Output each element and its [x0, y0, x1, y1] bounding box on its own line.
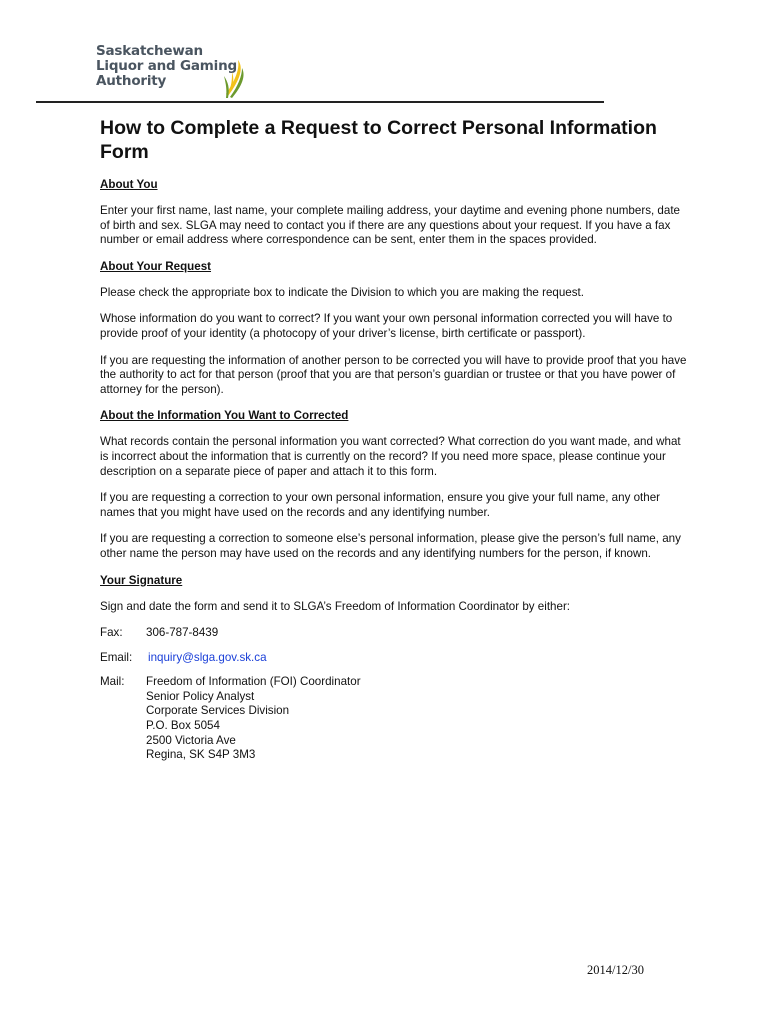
- fax-number: 306-787-8439: [146, 626, 219, 640]
- section-heading-about-information: About the Information You Want to Corrected: [100, 409, 349, 423]
- fax-label: Fax:: [100, 626, 123, 640]
- section-heading-about-you: About You: [100, 178, 158, 191]
- slga-logo: [96, 44, 256, 100]
- document-date: 2014/12/30: [587, 963, 644, 977]
- mailing-address: [146, 675, 361, 763]
- about-information-paragraph-2: If you are requesting a correction to your own personal information, ensure you give your full name, any other names that you might have used on the records and any identifying number.: [100, 491, 661, 519]
- about-information-paragraph-3: If you are requesting a correction to someone else’s personal information, please give the person’s full name, any other name the person may have used on the records and any identifying numbers for the person, if known.: [100, 532, 681, 560]
- section-heading-signature: Your Signature: [100, 573, 183, 587]
- address-line: Corporate Services Division: [146, 704, 290, 718]
- mail-row: [100, 675, 690, 763]
- email-link[interactable]: inquiry@slga.gov.sk.ca: [148, 650, 267, 664]
- logo-line-3: Authority: [96, 73, 167, 89]
- email-row: [100, 651, 690, 666]
- logo-line-2: Liquor and Gaming: [96, 58, 237, 74]
- mail-label: Mail:: [100, 675, 125, 689]
- about-information-paragraph-1: What records contain the personal information you want corrected? What correction do you want made, and what is incorrect about the information that is currently on the record? If you need more space, please continue your description on a separate piece of paper and attach it to this form.: [100, 435, 681, 478]
- about-request-paragraph-1: Please check the appropriate box to indicate the Division to which you are making the request.: [100, 285, 584, 299]
- logo-line-1: Saskatchewan: [96, 43, 203, 59]
- header-divider: [36, 101, 604, 103]
- fax-row: [100, 626, 690, 641]
- about-request-paragraph-2: Whose information do you want to correct? If you want your own personal information corrected you will have to provide proof of your identity (a photocopy of your driver’s license, birth certificate or passport).: [100, 312, 673, 340]
- address-line: Regina, SK S4P 3M3: [146, 748, 256, 762]
- about-request-paragraph-3: If you are requesting the information of another person to be corrected you will have to provide proof that you have the authority to act for that person (proof that you are that person’s guardian or trustee or that you have power of attorney for the person).: [100, 353, 687, 396]
- about-you-paragraph: Enter your first name, last name, your complete mailing address, your daytime and evening phone numbers, date of birth and sex. SLGA may need to contact you if there are any questions about your request. If you have a fax number or email address where correspondence can be sent, enter them in the spaces provided.: [100, 204, 680, 247]
- email-label: Email:: [100, 650, 133, 664]
- document-body: [100, 116, 690, 773]
- wheat-leaf-logo-icon: [220, 58, 248, 100]
- signature-paragraph: Sign and date the form and send it to SLGA’s Freedom of Information Coordinator by either:: [100, 599, 571, 613]
- address-line: Freedom of Information (FOI) Coordinator: [146, 675, 361, 689]
- page-title: How to Complete a Request to Correct Personal Information Form: [100, 117, 657, 163]
- section-heading-about-request: About Your Request: [100, 259, 212, 273]
- address-line: 2500 Victoria Ave: [146, 733, 236, 747]
- address-line: Senior Policy Analyst: [146, 689, 255, 703]
- address-line: P.O. Box 5054: [146, 719, 220, 733]
- logo-wordmark: [96, 44, 237, 89]
